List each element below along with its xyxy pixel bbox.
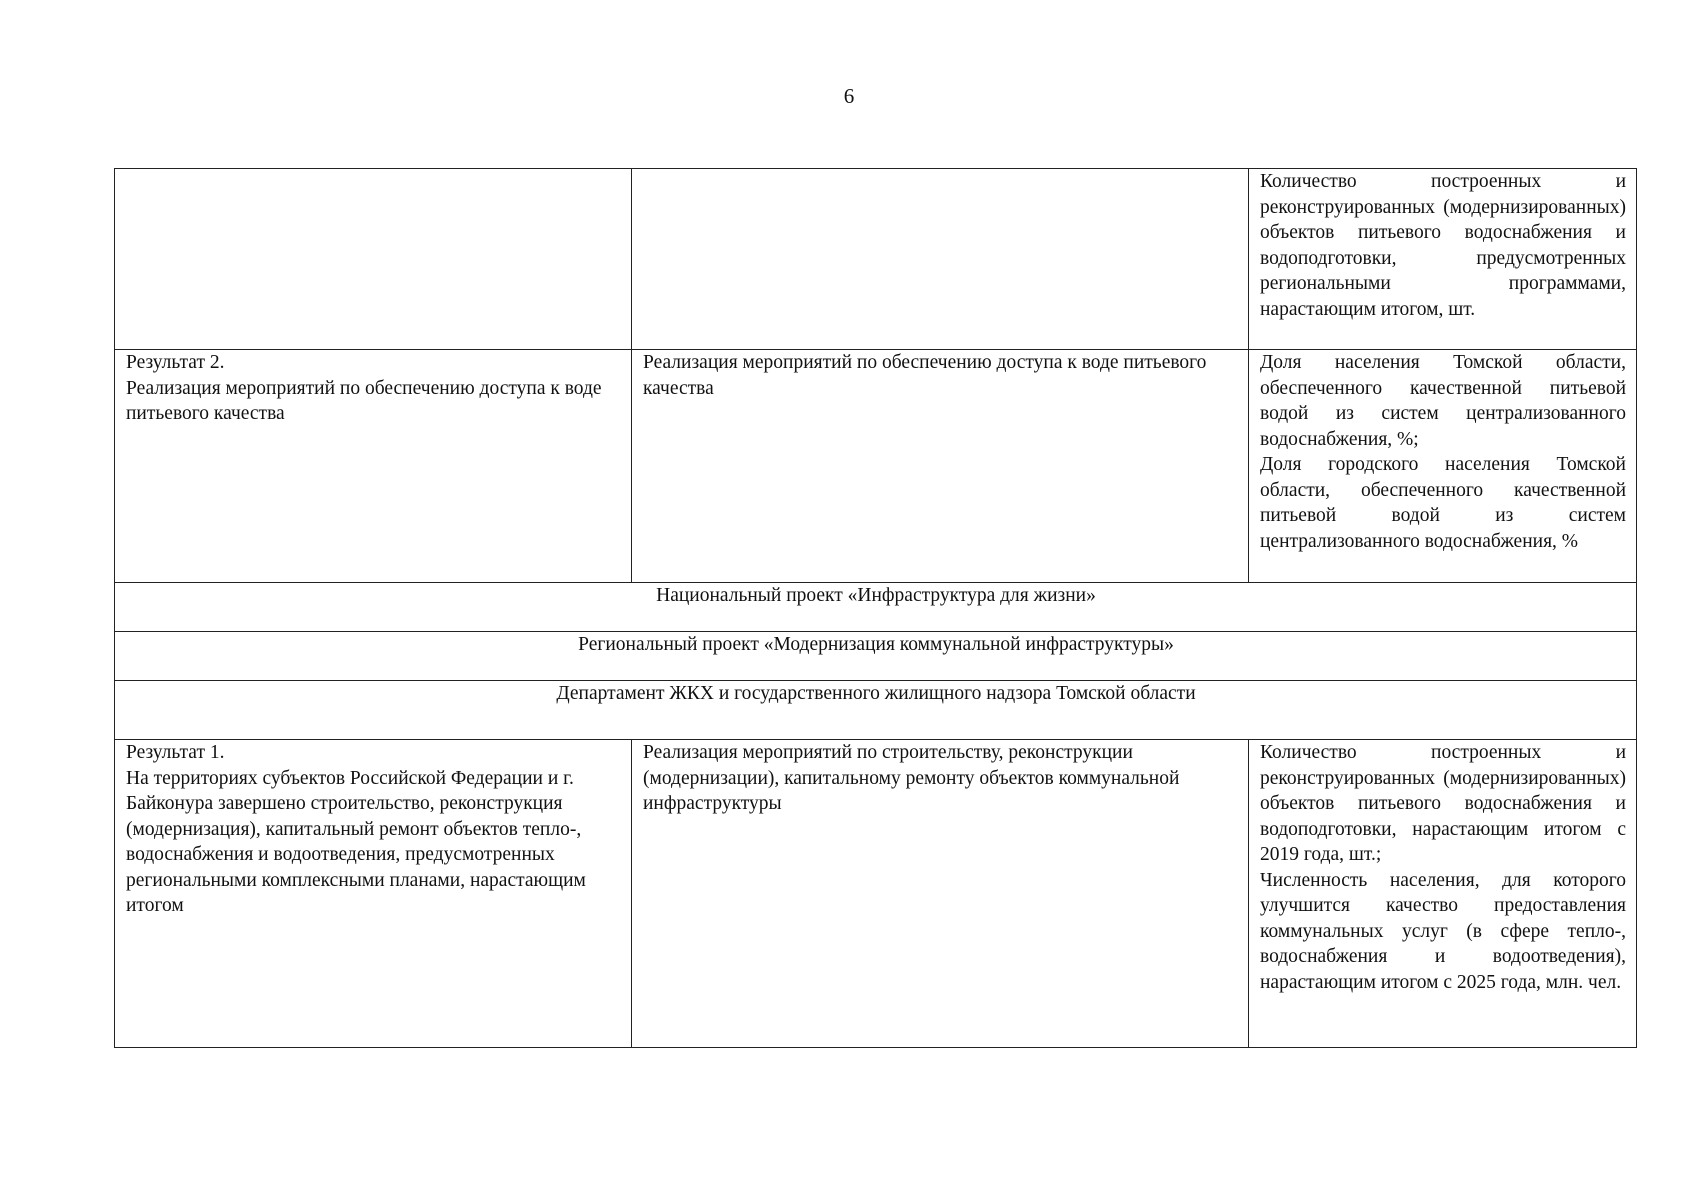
indicator-text: Количество построенных и реконструированных (модернизированных) объектов питьевого водоснабжения и водоподготовки, нарастающим итогом с 2019 года, шт.; <box>1260 742 1626 865</box>
regional-project-heading: Региональный проект «Модернизация коммунальной инфраструктуры» <box>115 632 1637 681</box>
table-row <box>115 169 1637 350</box>
table-row <box>115 350 1637 583</box>
department-heading: Департамент ЖКХ и государственного жилищного надзора Томской области <box>115 681 1637 740</box>
indicator-text: Доля городского населения Томской области, обеспеченного качественной питьевой водой из систем централизованного водоснабжения, % <box>1260 454 1626 552</box>
measure-cell: Реализация мероприятий по строительству, реконструкции (модернизации), капитальному ремонту объектов коммунальной инфраструктуры <box>632 740 1249 1048</box>
page-number: 6 <box>843 84 855 108</box>
table-row <box>115 583 1637 632</box>
result-text: На территориях субъектов Российской Федерации и г. Байконура завершено строительство, реконструкция (модернизация), капитальный ремонт объектов тепло-, водоснабжения и водоотведения, предусмотренных региональными комплексными планами, нарастающим итогом <box>126 767 586 916</box>
national-project-heading: Национальный проект «Инфраструктура для жизни» <box>115 583 1637 632</box>
table-cell-empty <box>632 169 1249 350</box>
table-row <box>115 681 1637 740</box>
indicator-text: Численность населения, для которого улучшится качество предоставления коммунальных услуг (в сфере тепло-, водоснабжения и водоотведения), нарастающим итогом с 2025 года, млн. чел. <box>1260 869 1626 993</box>
measure-cell: Реализация мероприятий по обеспечению доступа к воде питьевого качества <box>632 350 1249 583</box>
table-row <box>115 740 1637 1048</box>
result-cell <box>115 740 632 1048</box>
indicator-cell <box>1249 740 1637 1048</box>
result-cell <box>115 350 632 583</box>
result-title: Результат 2. <box>126 352 225 373</box>
indicator-cell: Количество построенных и реконструированных (модернизированных) объектов питьевого водоснабжения и водоподготовки, предусмотренных региональными программами, нарастающим итогом, шт. <box>1249 169 1637 350</box>
result-title: Результат 1. <box>126 742 225 763</box>
results-table <box>114 168 1637 1048</box>
table-cell-empty <box>115 169 632 350</box>
table-row <box>115 632 1637 681</box>
indicator-text: Доля населения Томской области, обеспеченного качественной питьевой водой из систем централизованного водоснабжения, %; <box>1260 352 1626 450</box>
indicator-cell <box>1249 350 1637 583</box>
result-text: Реализация мероприятий по обеспечению доступа к воде питьевого качества <box>126 377 602 424</box>
